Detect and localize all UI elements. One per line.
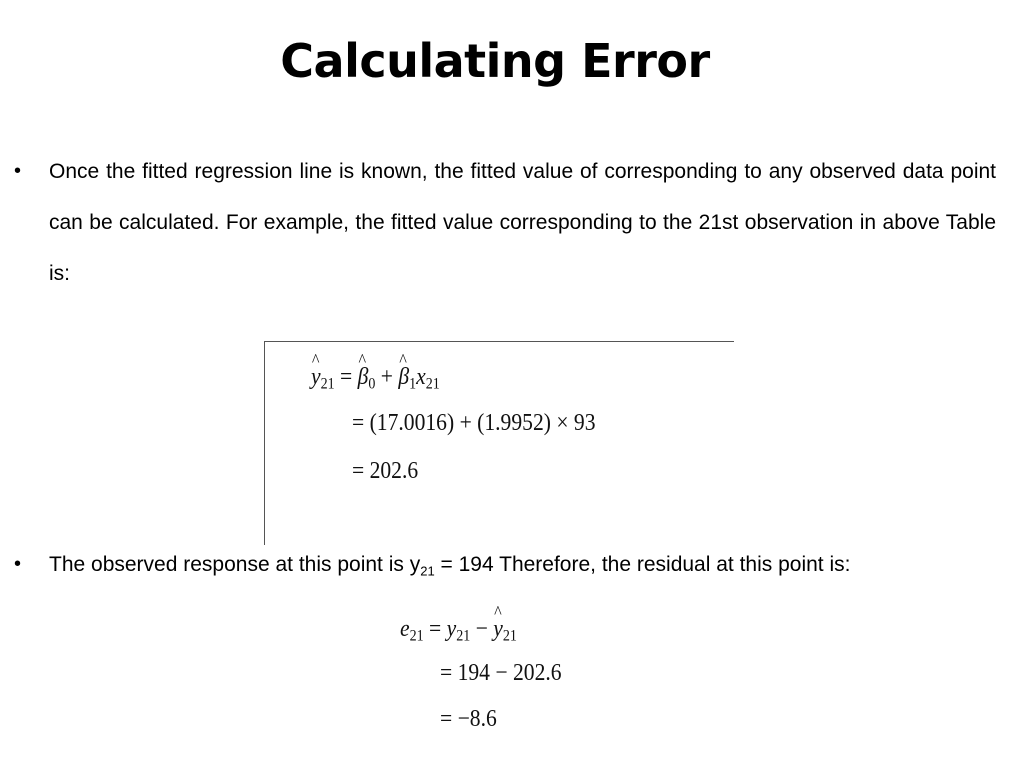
bullet-text [49,539,996,597]
x-variable: x [416,364,426,390]
fitted-equation-line-1 [311,364,440,394]
equals-sign: = [340,364,353,390]
bullet-text-after: = 194 Therefore, the residual at this point is: [434,553,851,576]
residual-equation-line-2: = 194 − 202.6 [440,660,562,686]
e-variable: e [400,616,410,642]
fitted-equation-image [264,341,734,545]
beta-1-subscript: 1 [409,375,417,393]
fitted-equation-line-3: = 202.6 [352,458,419,484]
bullet-text: Once the fitted regression line is known, the fitted value of corresponding to any observed data point can be calculated. For example, the fitted value corresponding to the 21st observation in above Table is: [49,160,996,285]
equals-sign: = [429,616,442,642]
residual-equation-line-1 [400,616,517,646]
minus-sign: − [475,616,488,642]
fitted-equation-line-2: = (17.0016) + (1.9952) × 93 [352,410,596,436]
slide-title: Calculating Error [280,34,710,88]
beta-0-hat: ^ β [358,364,369,391]
plus-sign: + [380,364,393,390]
y-variable: y [446,616,457,642]
bullet-marker: • [14,553,22,575]
y-subscript: 21 [456,627,471,645]
y-hat-subscript: 21 [502,627,517,645]
beta-0-subscript: 0 [368,375,376,393]
y-hat: ^ y [311,364,321,391]
bullet-marker: • [14,160,22,182]
y-hat: ^ y [493,616,503,643]
residual-equation-image [400,612,660,742]
x-subscript: 21 [425,375,440,393]
y-hat-subscript: 21 [320,375,335,393]
bullet-text-before: The observed response at this point is y [49,553,421,576]
beta-1-hat: ^ β [398,364,409,391]
bullet-fitted-value [14,146,996,306]
residual-equation-line-3: = −8.6 [440,706,497,732]
e-subscript: 21 [409,627,424,645]
bullet-subscript: 21 [420,563,435,579]
